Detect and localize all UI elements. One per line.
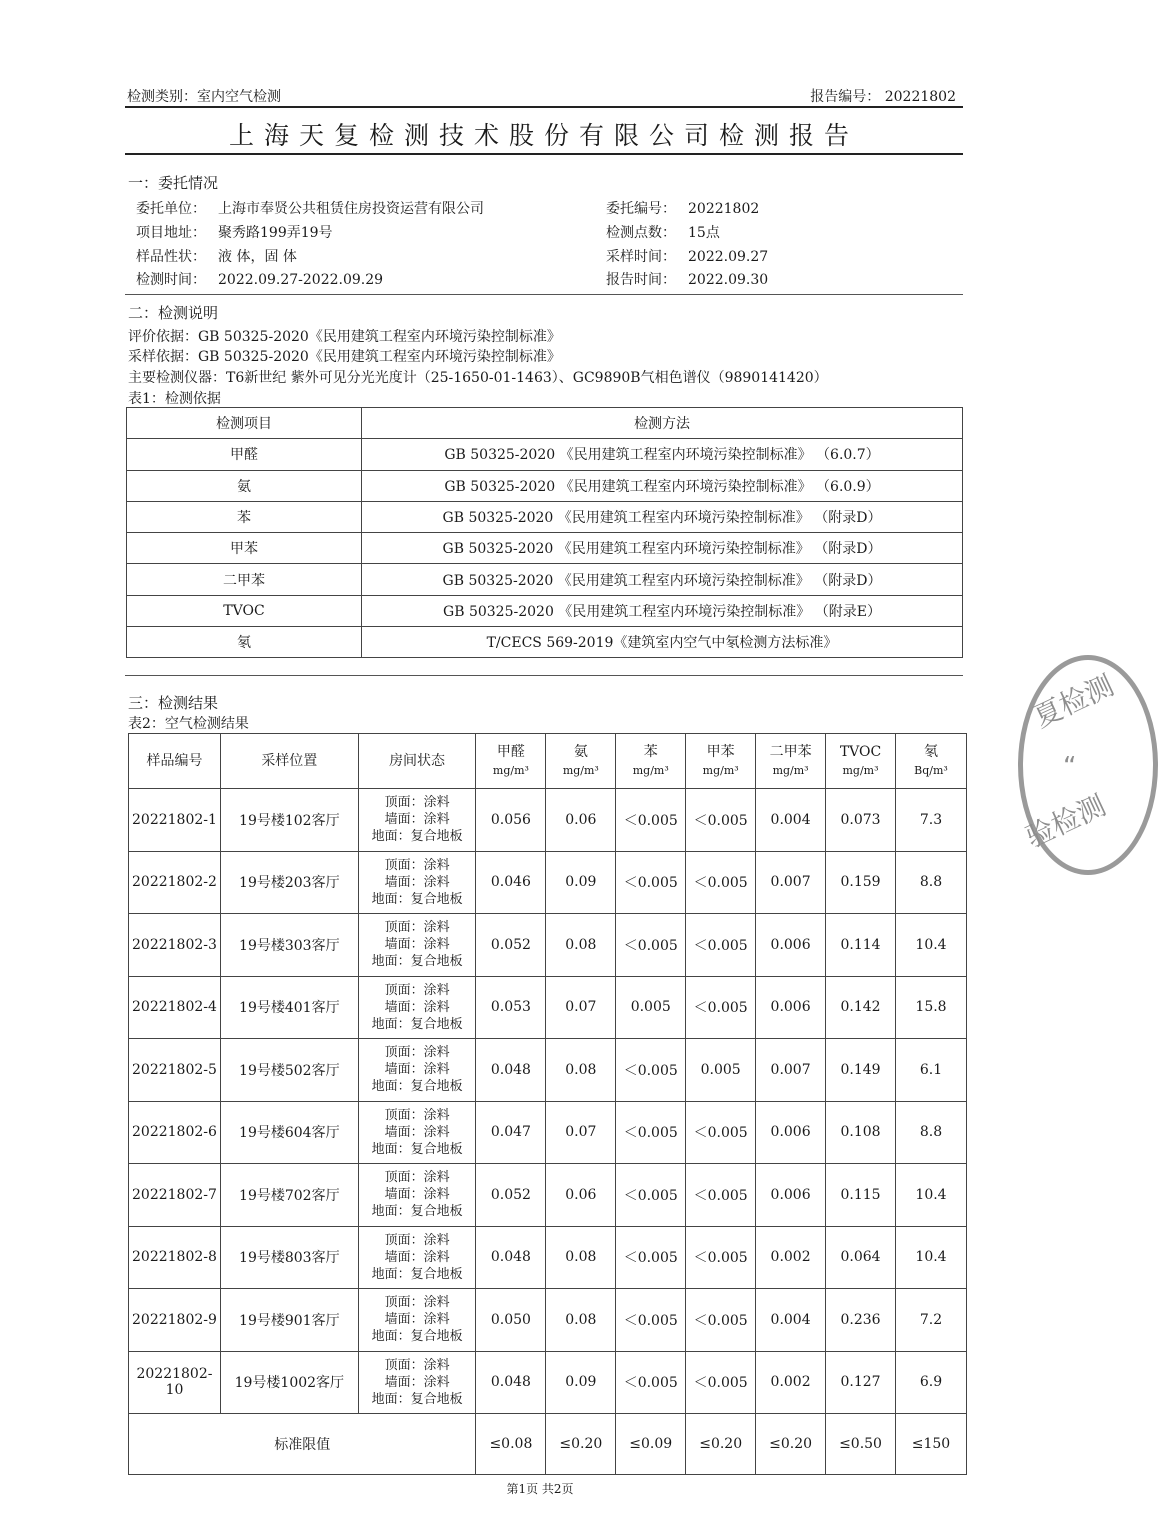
value-cell: 0.004	[756, 789, 826, 852]
commission-no-label: 委托编号：	[606, 201, 676, 217]
table-header-row	[127, 408, 963, 439]
table1-caption: 表1：检测依据	[128, 391, 221, 407]
section2-rule	[125, 675, 963, 676]
table-row	[129, 1289, 967, 1352]
table-row	[129, 851, 967, 914]
value-cell: 0.08	[546, 1039, 616, 1102]
page-title: 上海天复检测技术股份有限公司检测报告	[228, 121, 859, 150]
value-cell: 0.236	[826, 1289, 896, 1352]
value-cell: 0.09	[546, 1351, 616, 1414]
location-cell: 19号楼203客厅	[220, 851, 358, 914]
room-state-line: 地面：复合地板	[371, 891, 463, 907]
report-time-label: 报告时间：	[606, 272, 676, 288]
location-cell: 19号楼702客厅	[220, 1164, 358, 1227]
value-cell: 0.159	[826, 851, 896, 914]
room-state-line: 地面：复合地板	[371, 1266, 463, 1282]
value-cell: 7.3	[895, 789, 966, 852]
client-info	[136, 198, 484, 218]
value-cell: ＜0.005	[616, 914, 686, 977]
value-cell: 15.8	[895, 976, 966, 1039]
value-cell: 0.073	[826, 789, 896, 852]
table-row	[129, 1164, 967, 1227]
room-state-cell	[358, 789, 476, 852]
room-state-line: 地面：复合地板	[371, 1141, 463, 1157]
value-cell: 0.006	[756, 976, 826, 1039]
test-time-value: 2022.09.27-2022.09.29	[218, 272, 384, 288]
table-row	[127, 533, 963, 564]
page-number: 第1页 共2页	[506, 1482, 574, 1496]
table-row	[129, 976, 967, 1039]
room-state-cell	[358, 914, 476, 977]
points-info	[606, 222, 720, 242]
value-cell: 0.048	[476, 1039, 546, 1102]
radon-label: 氡	[923, 743, 938, 760]
value-cell: 0.047	[476, 1101, 546, 1164]
value-cell: ＜0.005	[616, 1289, 686, 1352]
value-cell: 0.005	[616, 976, 686, 1039]
value-cell: 0.108	[826, 1101, 896, 1164]
value-cell: 8.8	[895, 851, 966, 914]
value-cell: 10.4	[895, 1164, 966, 1227]
item-cell: 氨	[127, 470, 362, 501]
sample-id-cell: 20221802-10	[129, 1351, 221, 1414]
header-radon	[895, 734, 966, 789]
header-sample-id: 样品编号	[129, 734, 221, 789]
room-state-line: 墙面：涂料	[384, 874, 450, 890]
room-state-line: 墙面：涂料	[384, 1374, 450, 1390]
formaldehyde-label: 甲醛	[496, 743, 525, 760]
room-state-line: 顶面：涂料	[384, 920, 450, 936]
value-cell: ＜0.005	[686, 1101, 756, 1164]
client-label: 委托单位：	[136, 201, 206, 217]
room-state-cell	[358, 1039, 476, 1102]
limit-row	[129, 1414, 967, 1475]
value-cell: 0.052	[476, 1164, 546, 1227]
value-cell: 0.048	[476, 1351, 546, 1414]
value-cell: 10.4	[895, 914, 966, 977]
value-cell: 10.4	[895, 1226, 966, 1289]
sample-id-cell: 20221802-6	[129, 1101, 221, 1164]
ammonia-label: 氨	[573, 743, 588, 760]
header-ammonia	[546, 734, 616, 789]
room-state-line: 墙面：涂料	[384, 1062, 450, 1078]
value-cell: ＜0.005	[686, 976, 756, 1039]
room-state-line: 地面：复合地板	[371, 1204, 463, 1220]
value-cell: 0.064	[826, 1226, 896, 1289]
table-row	[129, 1039, 967, 1102]
location-cell: 19号楼901客厅	[220, 1289, 358, 1352]
value-cell: 0.09	[546, 851, 616, 914]
location-cell: 19号楼803客厅	[220, 1226, 358, 1289]
top-rule	[125, 106, 963, 108]
room-state-line: 顶面：涂料	[384, 795, 450, 811]
room-state-cell	[358, 851, 476, 914]
value-cell: 0.07	[546, 976, 616, 1039]
room-state-line: 地面：复合地板	[371, 954, 463, 970]
unit-label: mg/m³	[562, 764, 599, 777]
points-label: 检测点数：	[606, 225, 676, 241]
table-row	[127, 501, 963, 532]
value-cell: ＜0.005	[686, 914, 756, 977]
room-state-line: 地面：复合地板	[371, 1079, 463, 1095]
table-row	[127, 439, 963, 470]
value-cell: 0.048	[476, 1226, 546, 1289]
value-cell: 6.1	[895, 1039, 966, 1102]
header-tvoc	[826, 734, 896, 789]
room-state-line: 地面：复合地板	[371, 829, 463, 845]
value-cell: 0.08	[546, 1226, 616, 1289]
table-row	[127, 470, 963, 501]
table-row	[127, 595, 963, 626]
seal-text: 验检测	[1020, 788, 1111, 855]
value-cell: 0.005	[686, 1039, 756, 1102]
method-cell: GB 50325-2020 《民用建筑工程室内环境污染控制标准》 （附录D）	[362, 533, 963, 564]
unit-label: mg/m³	[772, 764, 809, 777]
room-state-cell	[358, 1101, 476, 1164]
room-state-line: 顶面：涂料	[384, 1232, 450, 1248]
limit-cell: ≤0.08	[476, 1414, 546, 1475]
limit-cell: ≤150	[895, 1414, 966, 1475]
location-cell: 19号楼401客厅	[220, 976, 358, 1039]
value-cell: ＜0.005	[616, 851, 686, 914]
room-state-line: 顶面：涂料	[384, 982, 450, 998]
header-benzene	[616, 734, 686, 789]
value-cell: 6.9	[895, 1351, 966, 1414]
item-cell: 二甲苯	[127, 564, 362, 595]
xylene-label: 二甲苯	[769, 743, 812, 760]
header-room-state: 房间状态	[358, 734, 476, 789]
unit-label: mg/m³	[702, 764, 739, 777]
table-row	[129, 1101, 967, 1164]
method-cell: GB 50325-2020 《民用建筑工程室内环境污染控制标准》 （附录D）	[362, 564, 963, 595]
table-header-row	[129, 734, 967, 789]
report-time-info	[606, 269, 768, 289]
header-item: 检测项目	[127, 408, 362, 439]
value-cell: 0.08	[546, 914, 616, 977]
value-cell: 0.08	[546, 1289, 616, 1352]
value-cell: 0.007	[756, 851, 826, 914]
address-value: 聚秀路199弄19号	[218, 225, 333, 241]
value-cell: ＜0.005	[616, 789, 686, 852]
room-state-line: 顶面：涂料	[384, 1045, 450, 1061]
client-value: 上海市奉贤公共租赁住房投资运营有限公司	[218, 201, 484, 217]
sampling-time-info	[606, 246, 768, 266]
room-state-line: 顶面：涂料	[384, 1295, 450, 1311]
value-cell: 0.07	[546, 1101, 616, 1164]
sample-id-cell: 20221802-9	[129, 1289, 221, 1352]
room-state-cell	[358, 1351, 476, 1414]
sample-id-cell: 20221802-4	[129, 976, 221, 1039]
room-state-cell	[358, 1289, 476, 1352]
value-cell: 0.004	[756, 1289, 826, 1352]
table-row	[127, 564, 963, 595]
header-method: 检测方法	[362, 408, 963, 439]
room-state-line: 墙面：涂料	[384, 1312, 450, 1328]
header-xylene	[756, 734, 826, 789]
limit-cell: ≤0.09	[616, 1414, 686, 1475]
report-time-value: 2022.09.30	[688, 272, 769, 288]
method-cell: GB 50325-2020 《民用建筑工程室内环境污染控制标准》 （6.0.9）	[362, 470, 963, 501]
value-cell: 0.006	[756, 1164, 826, 1227]
item-cell: 甲醛	[127, 439, 362, 470]
sample-id-cell: 20221802-8	[129, 1226, 221, 1289]
limit-cell: ≤0.20	[686, 1414, 756, 1475]
value-cell: ＜0.005	[686, 1351, 756, 1414]
title-rule	[125, 153, 963, 155]
value-cell: 0.052	[476, 914, 546, 977]
sampling-basis: 采样依据：GB 50325-2020《民用建筑工程室内环境污染控制标准》	[128, 349, 561, 365]
value-cell: ＜0.005	[616, 1164, 686, 1227]
header-formaldehyde	[476, 734, 546, 789]
room-state-line: 墙面：涂料	[384, 1124, 450, 1140]
header-location: 采样位置	[220, 734, 358, 789]
room-state-line: 墙面：涂料	[384, 937, 450, 953]
instruments: 主要检测仪器：T6新世纪 紫外可见分光光度计（25-1650-01-1463）、GC9890B气相色谱仪（9890141420）	[128, 370, 828, 386]
value-cell: ＜0.005	[686, 789, 756, 852]
commission-no-info	[606, 198, 759, 218]
item-cell: 氡	[127, 627, 362, 658]
sample-id-cell: 20221802-7	[129, 1164, 221, 1227]
address-info	[136, 222, 333, 242]
seal-text: 夏检测	[1028, 668, 1119, 735]
room-state-line: 顶面：涂料	[384, 1357, 450, 1373]
value-cell: 0.06	[546, 1164, 616, 1227]
header-toluene	[686, 734, 756, 789]
item-cell: TVOC	[127, 595, 362, 626]
value-cell: 0.050	[476, 1289, 546, 1352]
toluene-label: 甲苯	[706, 743, 735, 760]
section1-rule	[125, 294, 963, 295]
test-time-label: 检测时间：	[136, 272, 206, 288]
room-state-line: 顶面：涂料	[384, 1170, 450, 1186]
method-cell: T/CECS 569-2019《建筑室内空气中氡检测方法标准》	[362, 627, 963, 658]
location-cell: 19号楼102客厅	[220, 789, 358, 852]
report-number: 报告编号： 20221802	[810, 89, 956, 105]
room-state-line: 地面：复合地板	[371, 1391, 463, 1407]
room-state-cell	[358, 1164, 476, 1227]
value-cell: 0.149	[826, 1039, 896, 1102]
company-seal	[1018, 655, 1158, 875]
sampling-time-label: 采样时间：	[606, 249, 676, 265]
limit-cell: ≤0.20	[756, 1414, 826, 1475]
unit-bq-label: Bq/m³	[914, 764, 948, 777]
air-results-table	[128, 733, 967, 1475]
seal-mark: “	[1063, 752, 1077, 782]
value-cell: 7.2	[895, 1289, 966, 1352]
unit-label: mg/m³	[842, 764, 879, 777]
limit-cell: ≤0.50	[826, 1414, 896, 1475]
unit-label: mg/m³	[632, 764, 669, 777]
value-cell: ＜0.005	[686, 851, 756, 914]
sample-id-cell: 20221802-2	[129, 851, 221, 914]
item-cell: 甲苯	[127, 533, 362, 564]
value-cell: 0.006	[756, 914, 826, 977]
location-cell: 19号楼502客厅	[220, 1039, 358, 1102]
value-cell: 0.115	[826, 1164, 896, 1227]
method-cell: GB 50325-2020 《民用建筑工程室内环境污染控制标准》 （附录D）	[362, 501, 963, 532]
sample-id-cell: 20221802-1	[129, 789, 221, 852]
value-cell: 0.06	[546, 789, 616, 852]
room-state-line: 墙面：涂料	[384, 1187, 450, 1203]
table-row	[127, 627, 963, 658]
section1-heading: 一：委托情况	[128, 174, 219, 192]
value-cell: 0.056	[476, 789, 546, 852]
value-cell: 0.002	[756, 1226, 826, 1289]
value-cell: ＜0.005	[616, 1226, 686, 1289]
value-cell: ＜0.005	[686, 1164, 756, 1227]
unit-label: mg/m³	[492, 764, 529, 777]
method-cell: GB 50325-2020 《民用建筑工程室内环境污染控制标准》 （附录E）	[362, 595, 963, 626]
section2-heading: 二：检测说明	[128, 304, 219, 322]
table-row	[129, 789, 967, 852]
value-cell: 0.114	[826, 914, 896, 977]
address-label: 项目地址：	[136, 225, 206, 241]
room-state-line: 顶面：涂料	[384, 1107, 450, 1123]
room-state-line: 地面：复合地板	[371, 1329, 463, 1345]
room-state-line: 地面：复合地板	[371, 1016, 463, 1032]
room-state-line: 顶面：涂料	[384, 857, 450, 873]
room-state-line: 墙面：涂料	[384, 812, 450, 828]
table-row	[129, 1351, 967, 1414]
sample-id-cell: 20221802-5	[129, 1039, 221, 1102]
value-cell: ＜0.005	[616, 1101, 686, 1164]
points-value: 15点	[688, 225, 720, 241]
value-cell: ＜0.005	[686, 1226, 756, 1289]
sample-id-cell: 20221802-3	[129, 914, 221, 977]
test-time-info	[136, 269, 383, 289]
table2-caption: 表2：空气检测结果	[128, 716, 249, 732]
limit-label: 标准限值	[129, 1414, 476, 1475]
item-cell: 苯	[127, 501, 362, 532]
table-row	[129, 1226, 967, 1289]
value-cell: 0.127	[826, 1351, 896, 1414]
sample-info	[136, 246, 297, 266]
room-state-line: 墙面：涂料	[384, 999, 450, 1015]
value-cell: 0.046	[476, 851, 546, 914]
tvoc-label: TVOC	[839, 743, 882, 760]
value-cell: 0.007	[756, 1039, 826, 1102]
limit-cell: ≤0.20	[546, 1414, 616, 1475]
room-state-line: 墙面：涂料	[384, 1249, 450, 1265]
value-cell: 0.053	[476, 976, 546, 1039]
location-cell: 19号楼1002客厅	[220, 1351, 358, 1414]
location-cell: 19号楼604客厅	[220, 1101, 358, 1164]
value-cell: 0.002	[756, 1351, 826, 1414]
table-row	[129, 914, 967, 977]
sampling-time-value: 2022.09.27	[688, 249, 769, 265]
value-cell: ＜0.005	[616, 1351, 686, 1414]
sample-value: 液 体，固 体	[218, 249, 297, 265]
room-state-cell	[358, 1226, 476, 1289]
section3-heading: 三：检测结果	[128, 694, 219, 712]
sample-label: 样品性状：	[136, 249, 206, 265]
test-basis-table	[126, 407, 963, 658]
value-cell: ＜0.005	[686, 1289, 756, 1352]
value-cell: 0.006	[756, 1101, 826, 1164]
benzene-label: 苯	[643, 743, 658, 760]
location-cell: 19号楼303客厅	[220, 914, 358, 977]
value-cell: ＜0.005	[616, 1039, 686, 1102]
room-state-cell	[358, 976, 476, 1039]
value-cell: 8.8	[895, 1101, 966, 1164]
method-cell: GB 50325-2020 《民用建筑工程室内环境污染控制标准》 （6.0.7）	[362, 439, 963, 470]
value-cell: 0.142	[826, 976, 896, 1039]
report-category: 检测类别：室内空气检测	[127, 89, 281, 105]
evaluation-basis: 评价依据：GB 50325-2020《民用建筑工程室内环境污染控制标准》	[128, 329, 561, 345]
commission-no-value: 20221802	[688, 201, 760, 217]
